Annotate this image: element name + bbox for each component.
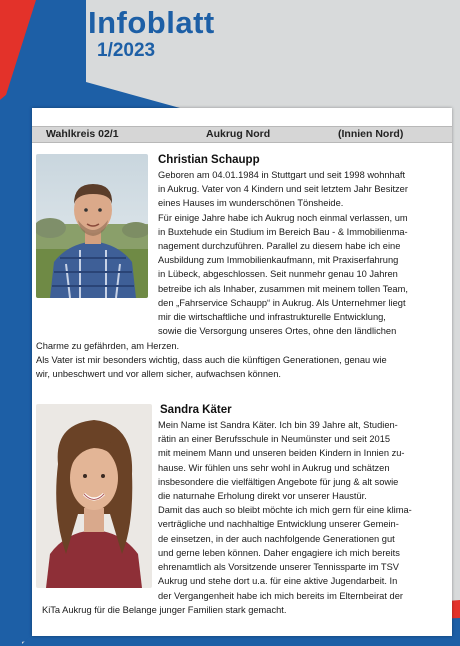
bio-line: Mein Name ist Sandra Käter. Ich bin 39 Jahre alt, Studien- (158, 420, 398, 430)
bio-line: den „Fahrservice Schaupp“ in Aukrug. Als Unternehmer liegt (158, 297, 406, 308)
photo-christian-schaupp (36, 154, 148, 298)
left-edge-blue (0, 95, 22, 646)
bio-christian-beside (158, 168, 447, 338)
bio-line: sowie die Versorgung unseres Ortes, ohne den ländlichen (158, 326, 397, 337)
info-bar-innien: (Innien Nord) (338, 128, 404, 140)
bio-line: Charme zu gefährden, am Herzen. (36, 341, 180, 351)
bio-line: nagement durchzuführen. Parallel zu diesem habe ich eine (158, 240, 401, 251)
bio-line: verträgliche und nachhaltige Entwicklung unserer Gemein- (158, 519, 399, 530)
bio-line: und gerne leben können. Daher engagiere ich mich bereits (158, 547, 400, 558)
person-name-christian: Christian Schaupp (158, 154, 260, 166)
info-bar-aukrug: Aukrug Nord (206, 128, 271, 140)
person-name-sandra: Sandra Käter (160, 404, 232, 416)
photo-sandra-kaeter (36, 404, 152, 588)
bio-line: die naturnahe Erholung direkt vor unserer Haustür. (158, 490, 367, 501)
portrait-woman-icon (36, 404, 152, 588)
info-bar-wahlkreis: Wahlkreis 02/1 (46, 128, 119, 140)
bio-christian-full (36, 339, 448, 382)
page-subtitle: 1/2023 (97, 40, 156, 61)
bio-line: ehrenamtlich als Vorsitzende unserer Tennissparte im TSV (158, 561, 399, 572)
bio-line: betreibe ich als Inhaber, zusammen mit meinem tollen Team, (158, 283, 408, 294)
bio-line: wir, unbeschwert und vor allem sicher, aufwachsen können. (36, 369, 281, 380)
bio-sandra-beside (158, 418, 447, 588)
bio-line: eines Hauses im wunderschönen Tönsheide. (158, 198, 344, 209)
bio-line: de einsetzen, in der auch nachfolgende Generationen gut (158, 533, 395, 544)
bio-line: Für einige Jahre habe ich Aukrug noch einmal verlassen, um (158, 212, 408, 223)
bio-line: insbesondere die vielfältigen Angebote für jung & alt sowie (158, 476, 399, 487)
bio-line: mir die wirtschaftliche und infrastrukturelle Entwicklung, (158, 311, 386, 322)
portrait-man-icon (36, 154, 148, 298)
bio-line: Geboren am 04.01.1984 in Stuttgart und seit 1998 wohnhaft (158, 170, 406, 180)
bio-line: in Lübeck, abgeschlossen. Seit nunmehr genau 10 Jahren (158, 269, 398, 280)
bio-sandra-full (42, 589, 448, 617)
header (88, 6, 215, 62)
bio-line: KiTa Aukrug für die Belange junger Familien stark gemacht. (42, 605, 287, 616)
bio-line: Aukrug und stehe dort u.a. für eine aktive Jugendarbeit. In (158, 576, 398, 587)
bio-line: Als Vater ist mir besonders wichtig, dass auch die künftigen Generationen, genau wie (36, 355, 387, 366)
bio-line: in Aukrug. Vater von 4 Kindern und seit letztem Jahr Besitzer (158, 184, 408, 195)
info-bar (32, 126, 452, 143)
bio-line: rätin an einer Berufsschule in Neumünster und seit 2015 (158, 434, 391, 445)
bio-line: hause. Wir fühlen uns sehr wohl in Aukrug und schätzen (158, 462, 390, 473)
bio-line: mit meinem Mann und unseren beiden Kindern in Innien zu- (158, 448, 405, 459)
content-card (32, 108, 452, 636)
bio-line: der Vergangenheit habe ich mich bereits im Elternbeirat der (158, 591, 403, 601)
bio-line: in Buxtehude ein Studium im Bereich Bau - & Immobilienma- (158, 226, 408, 237)
bio-line: Damit das auch so bleibt möchte ich mich gern für eine klima- (158, 505, 412, 516)
bio-line: Ausbildung zum Immobilienkaufmann, mit Praxiserfahrung (158, 255, 399, 266)
page-title: Infoblatt (88, 5, 215, 40)
